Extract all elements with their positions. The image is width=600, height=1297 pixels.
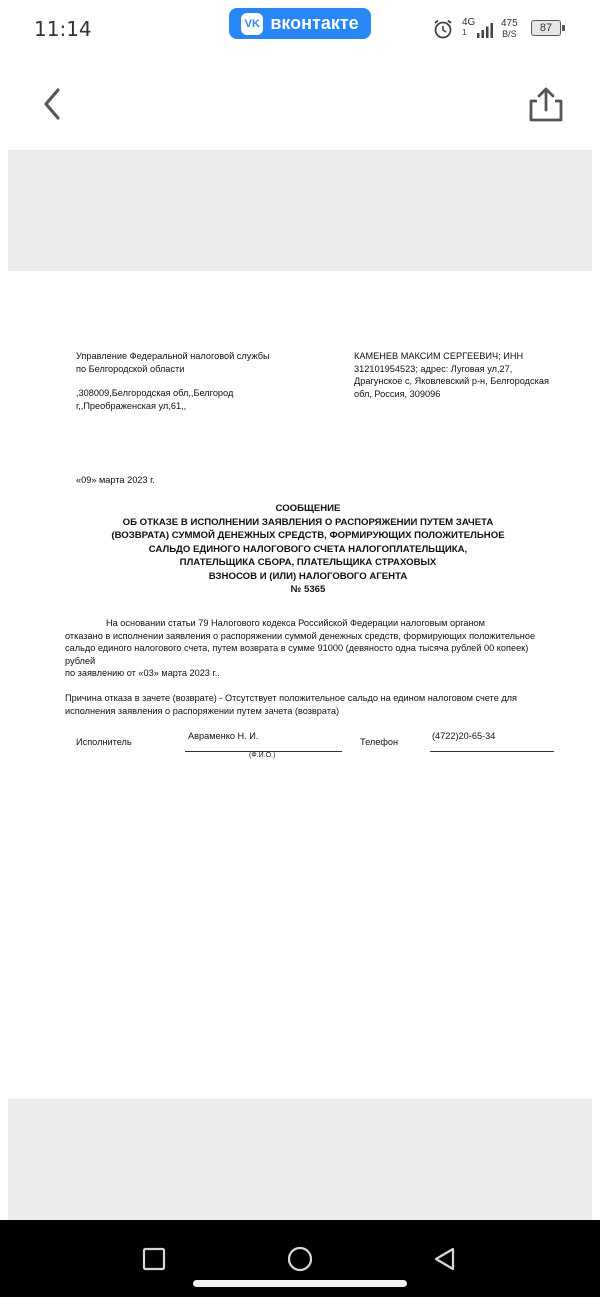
network-speed-unit: B/S: [502, 29, 517, 39]
vk-badge-label: вконтакте: [270, 13, 359, 33]
battery-level: 87: [539, 22, 553, 34]
reason-line: исполнения заявления о распоряжении путем зачета (возврата): [65, 705, 340, 716]
network-type-label: 4G: [462, 17, 476, 28]
taxpayer-line: 312101954523; адрес: Луговая ул,27,: [354, 363, 513, 374]
phone-label: Телефон: [360, 737, 399, 747]
page-gap-top: [8, 150, 592, 271]
executor-label: Исполнитель: [76, 737, 132, 747]
network-type: [462, 18, 475, 38]
authority-spacer: [76, 375, 306, 387]
fio-caption: (Ф.И.О.): [249, 752, 276, 759]
document-date: «09» марта 2023 г.: [76, 475, 155, 485]
executor-name: Авраменко Н. И.: [188, 731, 259, 741]
status-time: 11:14: [34, 17, 92, 41]
title-line: ПЛАТЕЛЬЩИКА СБОРА, ПЛАТЕЛЬЩИКА СТРАХОВЫХ: [179, 557, 437, 568]
toolbar: [0, 58, 600, 150]
body-line: рублей: [65, 655, 96, 666]
body-line: по заявлению от «03» марта 2023 г..: [65, 668, 220, 678]
title-line: САЛЬДО ЕДИНОГО НАЛОГОВОГО СЧЕТА НАЛОГОПЛАТЕЛЬЩИКА,: [148, 543, 468, 555]
chevron-left-icon[interactable]: [32, 80, 76, 128]
reason-line: Причина отказа в зачете (возврате) - Отсутствует положительное сальдо на едином налоговом счете для: [65, 693, 518, 703]
square-icon[interactable]: [141, 1246, 167, 1272]
document-title: [88, 502, 528, 597]
network-sub-label: 1: [462, 28, 467, 37]
body-line: [65, 617, 565, 630]
vk-app-badge[interactable]: [229, 8, 371, 39]
authority-line: по Белгородской области: [76, 363, 185, 374]
authority-address-line: ,308009,Белгородская обл,,Белгород: [76, 388, 234, 398]
taxpayer-block: [354, 350, 568, 400]
title-line: ВЗНОСОВ И (ИЛИ) НАЛОГОВОГО АГЕНТА: [208, 570, 408, 582]
phone-value: (4722)20-65-34: [432, 731, 496, 741]
page-gap-bottom: [8, 1099, 592, 1220]
taxpayer-line: обл, Россия, 309096: [354, 388, 441, 399]
document-number: № 5365: [290, 584, 326, 595]
taxpayer-line: Драгунское с, Яковлевский р-н, Белгородская: [354, 376, 549, 386]
circle-icon[interactable]: [286, 1245, 314, 1273]
network-speed: [501, 18, 518, 40]
body-line: отказано в исполнении заявления о распоряжении суммой денежных средств, формирующих положительное: [65, 630, 536, 641]
network-speed-value: 475: [501, 18, 518, 29]
vk-logo-icon: VK: [241, 13, 263, 35]
body-line: сальдо единого налогового счета, путем возврата в сумме 91000 (девяносто одна тысяча рублей 00 копеек): [65, 643, 529, 653]
document-page[interactable]: [8, 271, 592, 1099]
phone-underline: [430, 751, 554, 752]
status-bar: [0, 0, 600, 58]
home-gesture-pill[interactable]: [193, 1280, 407, 1287]
battery-icon: [531, 20, 561, 36]
document-body: [65, 617, 565, 680]
body-line-text: На основании статьи 79 Налогового кодекса Российской Федерации налоговым органом: [106, 618, 485, 628]
refusal-reason: [65, 692, 555, 717]
authority-address-line: г,,Преображенская ул,61,,: [76, 400, 187, 411]
title-line: ОБ ОТКАЗЕ В ИСПОЛНЕНИИ ЗАЯВЛЕНИЯ О РАСПОРЯЖЕНИИ ПУТЕМ ЗАЧЕТА: [122, 516, 494, 528]
triangle-back-icon[interactable]: [431, 1245, 459, 1273]
alarm-clock-icon: [432, 18, 454, 40]
authority-line: Управление Федеральной налоговой службы: [76, 351, 270, 361]
tax-authority-block: [76, 350, 306, 412]
title-line: СООБЩЕНИЕ: [275, 503, 341, 514]
signal-strength-icon: [476, 22, 494, 38]
share-icon[interactable]: [524, 80, 568, 128]
taxpayer-line: КАМЕНЕВ МАКСИМ СЕРГЕЕВИЧ; ИНН: [354, 351, 524, 361]
title-line: (ВОЗВРАТА) СУММОЙ ДЕНЕЖНЫХ СРЕДСТВ, ФОРМИРУЮЩИХ ПОЛОЖИТЕЛЬНОЕ: [111, 530, 505, 541]
